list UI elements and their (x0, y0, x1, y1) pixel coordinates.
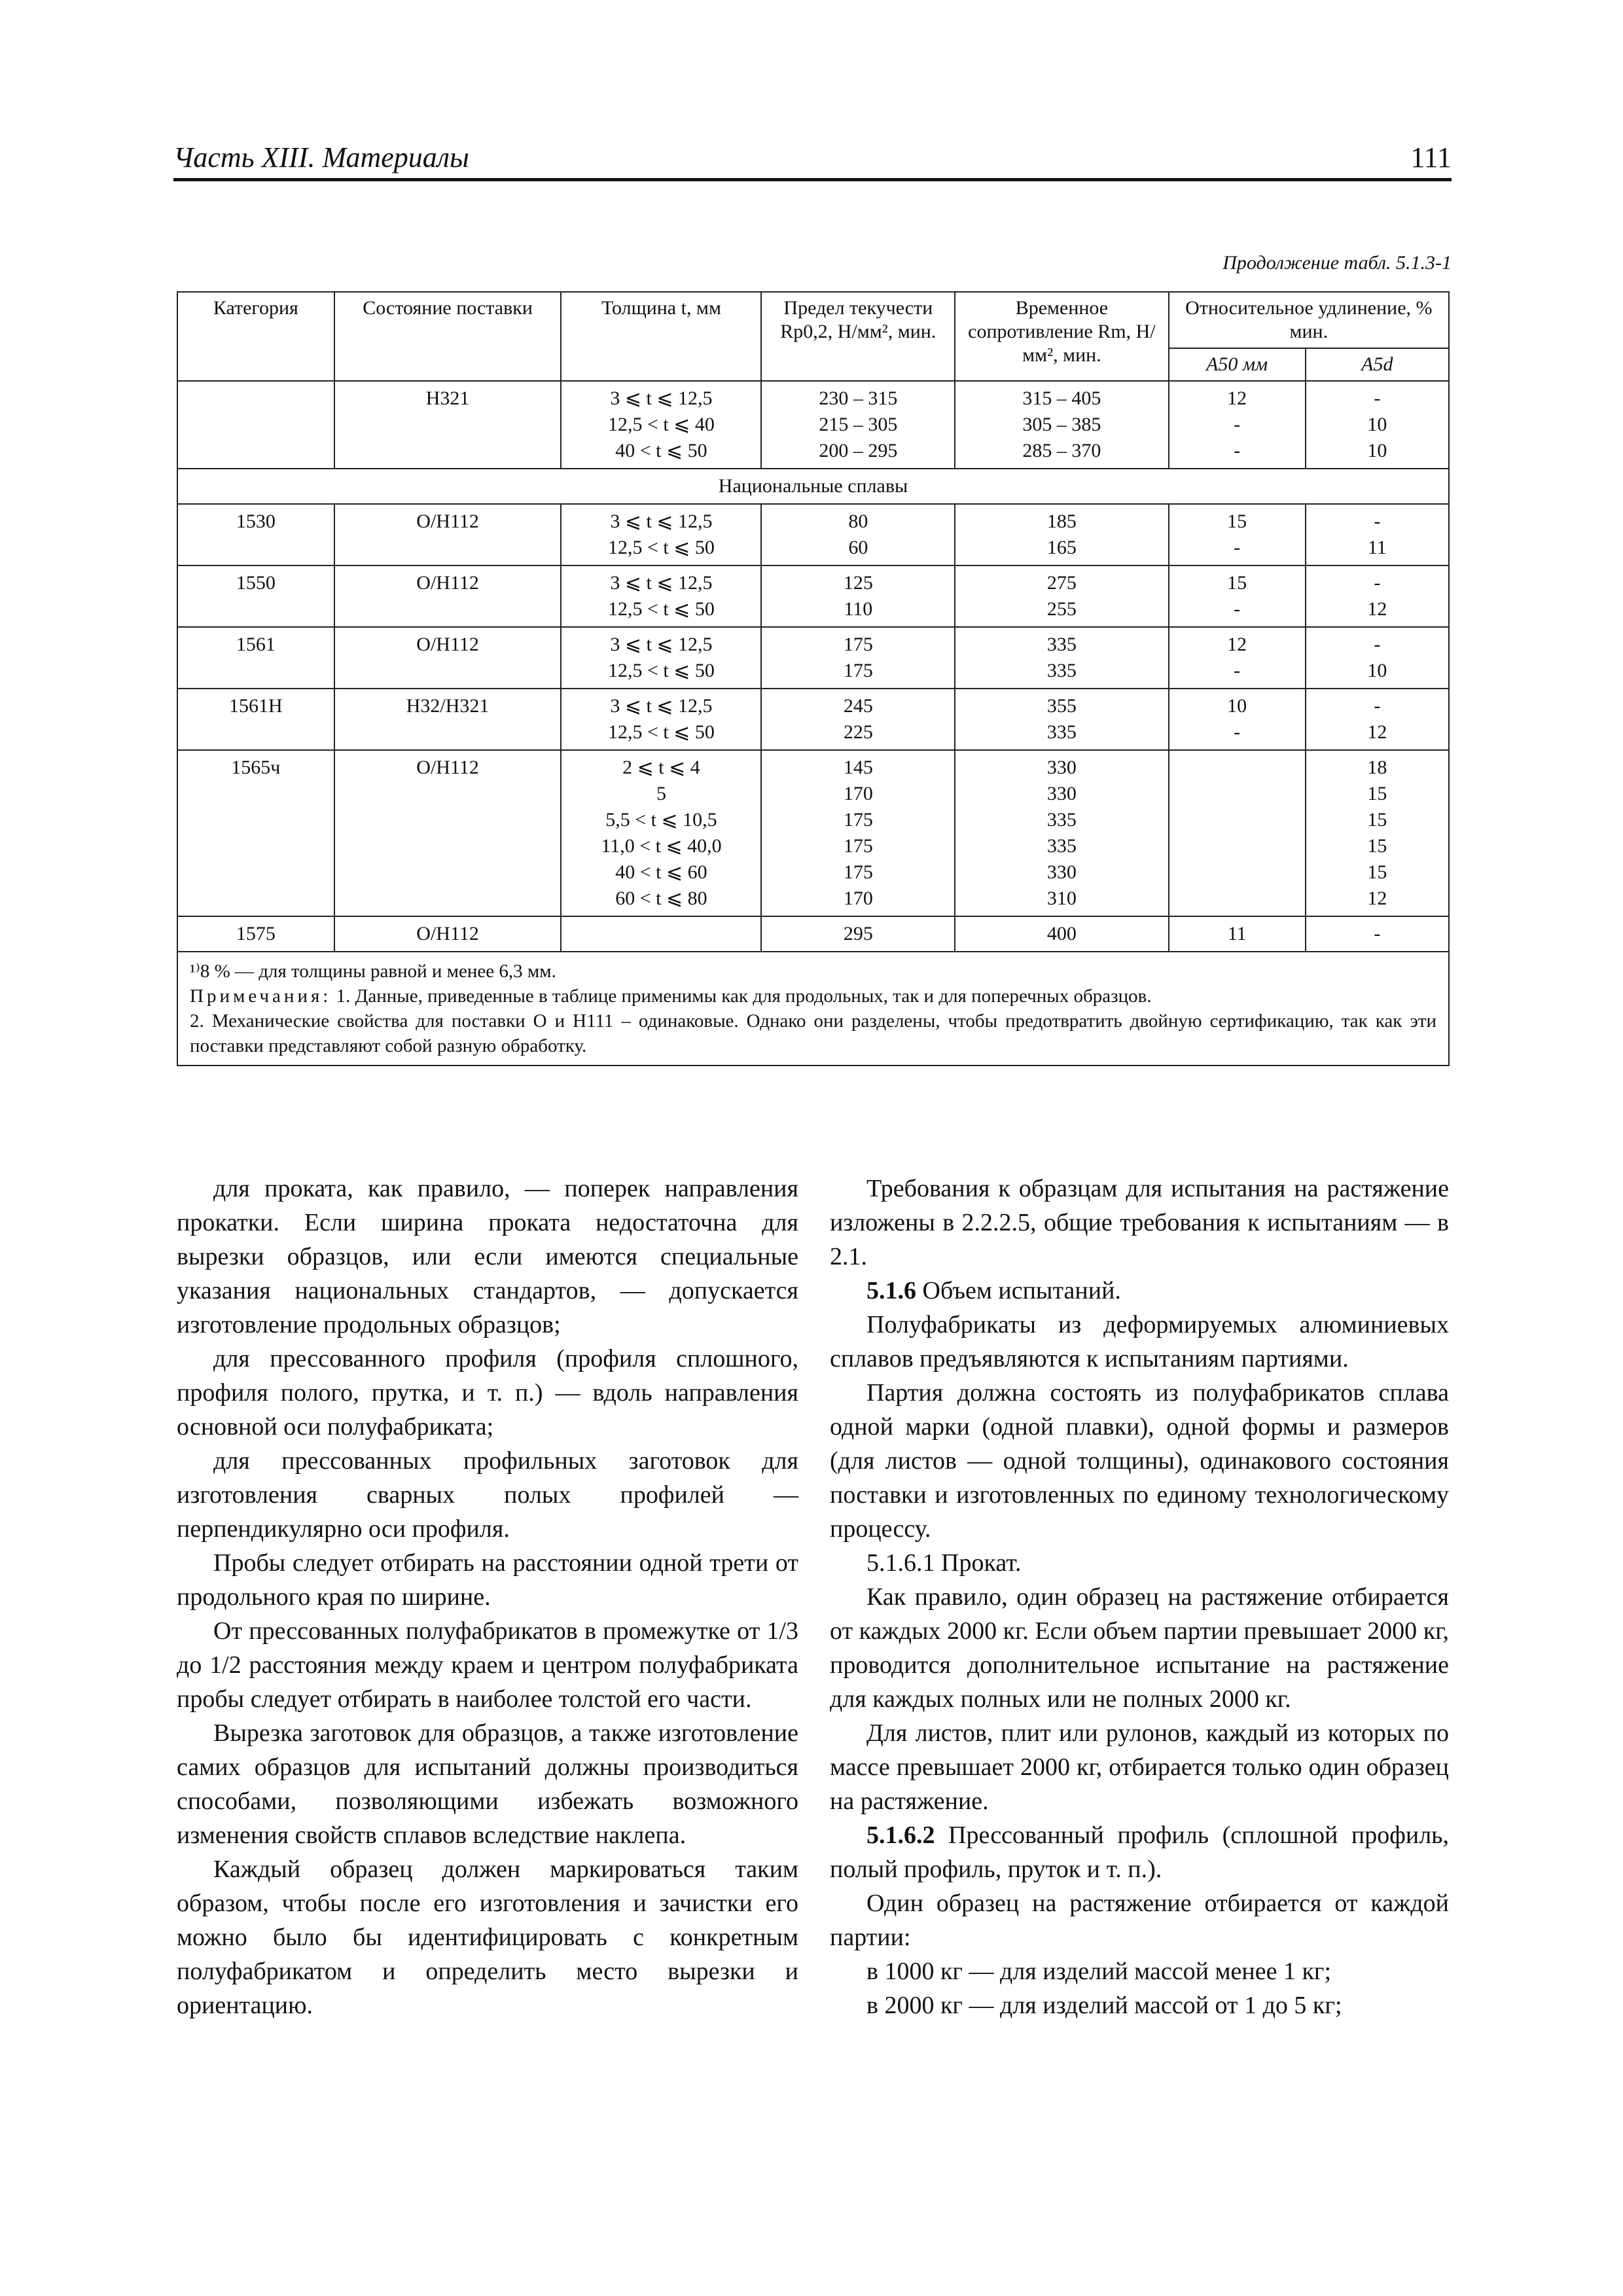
cell-yield: 175 175 (761, 627, 955, 689)
paragraph: Вырезка заготовок для образцов, а также изготовление самих образцов для испытаний должны производиться способами, позволяющими избежать возможного изменения свойств сплавов вследствие наклепа. (177, 1719, 798, 1849)
paragraph: для прессованного профиля (профиля сплошного, профиля полого, прутка, и т. п.) — вдоль направления основной оси полуфабриката; (177, 1345, 798, 1441)
cell-a50: 12 - - (1169, 381, 1306, 469)
table-row (177, 627, 1449, 689)
cell-a50: 11 (1169, 916, 1306, 952)
cell-condition: Н32/Н321 (334, 689, 562, 750)
table-row (177, 381, 1449, 469)
cell-category: 1550 (177, 565, 334, 627)
table-continuation-caption: Продолжение табл. 5.1.3-1 (1222, 252, 1452, 274)
paragraph: Партия должна состоять из полуфабрикатов сплава одной марки (одной плавки), одной формы и размеров (для листов — одной толщины), одинакового состояния поставки и изготовленных по единому технологическому процессу. (830, 1379, 1449, 1543)
cell-tensile: 315 – 405 305 – 385 285 – 370 (955, 381, 1168, 469)
left-text-column (177, 1172, 798, 2022)
paragraph: для прессованных профильных заготовок для изготовления сварных полых профилей — перпендикулярно оси профиля. (177, 1447, 798, 1543)
header-a50: A50 мм (1169, 348, 1306, 381)
national-alloys-label: Национальные сплавы (177, 469, 1449, 504)
cell-condition: О/Н112 (334, 750, 562, 916)
section-heading-5-1-6 (830, 1274, 1449, 1308)
table-note-1 (190, 984, 1436, 1009)
note-1-text: 1. Данные, приведенные в таблице применимы как для продольных, так и для поперечных образцов. (336, 986, 1152, 1007)
cell-yield: 125 110 (761, 565, 955, 627)
table-row (177, 916, 1449, 952)
cell-tensile: 330 330 335 335 330 310 (955, 750, 1168, 916)
section-title: Прессованный профиль (сплошной профиль, полый профиль, пруток и т. п.). (830, 1821, 1449, 1883)
header-condition: Состояние поставки (334, 292, 562, 381)
cell-thickness: 3 ⩽ t ⩽ 12,5 12,5 < t ⩽ 40 40 < t ⩽ 50 (561, 381, 761, 469)
table-notes (177, 952, 1449, 1066)
cell-tensile: 335 335 (955, 627, 1168, 689)
table-row (177, 504, 1449, 565)
page-number: 111 (1410, 141, 1452, 173)
running-header-title: Часть XIII. Материалы (173, 141, 469, 173)
paragraph: для проката, как правило, — поперек направления прокатки. Если ширина проката недостаточна для вырезки образцов, или если имеются специальные указания национальных стандартов, — допускается изготовление продольных образцов; (177, 1175, 798, 1338)
cell-yield: 295 (761, 916, 955, 952)
table-row (177, 750, 1449, 916)
mechanical-properties-table (177, 291, 1450, 1066)
cell-yield: 80 60 (761, 504, 955, 565)
cell-thickness (561, 916, 761, 952)
cell-tensile: 355 335 (955, 689, 1168, 750)
cell-yield: 230 – 315 215 – 305 200 – 295 (761, 381, 955, 469)
cell-thickness: 2 ⩽ t ⩽ 4 5 5,5 < t ⩽ 10,5 11,0 < t ⩽ 40,0 40 < t ⩽ 60 60 < t ⩽ 80 (561, 750, 761, 916)
cell-thickness: 3 ⩽ t ⩽ 12,5 12,5 < t ⩽ 50 (561, 627, 761, 689)
table-notes-row (177, 952, 1449, 1066)
paragraph: в 1000 кг — для изделий массой менее 1 кг; (866, 1958, 1332, 1985)
cell-a50: 12 - (1169, 627, 1306, 689)
cell-a50: 15 - (1169, 565, 1306, 627)
cell-a50 (1169, 750, 1306, 916)
cell-tensile: 400 (955, 916, 1168, 952)
cell-category: 1561Н (177, 689, 334, 750)
national-alloys-row (177, 469, 1449, 504)
table-footnote: ¹⁾8 % — для толщины равной и менее 6,3 мм. (190, 961, 556, 982)
cell-thickness: 3 ⩽ t ⩽ 12,5 12,5 < t ⩽ 50 (561, 689, 761, 750)
paragraph: Как правило, один образец на растяжение отбирается от каждых 2000 кг. Если объем партии превышает 2000 кг, проводится дополнительное испытание на растяжение для каждых полных или не полных 2000 кг. (830, 1583, 1449, 1713)
right-text-column (830, 1172, 1449, 2022)
cell-a5d: - 10 (1306, 627, 1449, 689)
cell-a5d: - 12 (1306, 565, 1449, 627)
cell-thickness: 3 ⩽ t ⩽ 12,5 12,5 < t ⩽ 50 (561, 565, 761, 627)
header-yield: Предел текучести Rp0,2, Н/мм², мин. (761, 292, 955, 381)
section-title: Объем испытаний. (916, 1277, 1121, 1304)
cell-a5d: - 12 (1306, 689, 1449, 750)
table-note-2: 2. Механические свойства для поставки О и Н111 – одинаковые. Однако они разделены, чтобы предотвратить двойную сертификацию, так как эти поставки представляют собой разную обработку. (190, 1011, 1436, 1056)
cell-condition: О/Н112 (334, 916, 562, 952)
header-category: Категория (177, 292, 334, 381)
header-elongation: Относительное удлинение, % мин. (1169, 292, 1449, 348)
paragraph: Для листов, плит или рулонов, каждый из которых по массе превышает 2000 кг, отбирается только один образец на растяжение. (830, 1719, 1449, 1815)
paragraph: Пробы следует отбирать на расстоянии одной трети от продольного края по ширине. (177, 1549, 798, 1611)
cell-a5d: 18 15 15 15 15 12 (1306, 750, 1449, 916)
header-a5d: A5d (1306, 348, 1449, 381)
cell-thickness: 3 ⩽ t ⩽ 12,5 12,5 < t ⩽ 50 (561, 504, 761, 565)
paragraph: Каждый образец должен маркироваться таким образом, чтобы после его изготовления и зачистки его можно было бы идентифицировать с конкретным полуфабрикатом и определить место вырезки и ориентацию. (177, 1856, 798, 2019)
cell-a5d: - 10 10 (1306, 381, 1449, 469)
header-thickness: Толщина t, мм (561, 292, 761, 381)
header-rule (173, 178, 1452, 181)
cell-category (177, 381, 334, 469)
paragraph: Один образец на растяжение отбирается от каждой партии: (830, 1890, 1449, 1951)
table-row (177, 689, 1449, 750)
note-label: Примечания: (190, 986, 332, 1007)
cell-tensile: 275 255 (955, 565, 1168, 627)
cell-category: 1561 (177, 627, 334, 689)
paragraph: в 2000 кг — для изделий массой от 1 до 5 кг; (866, 1992, 1342, 2019)
table-header-row (177, 292, 1449, 348)
section-heading-5-1-6-1: 5.1.6.1 Прокат. (866, 1549, 1022, 1577)
cell-tensile: 185 165 (955, 504, 1168, 565)
cell-condition: Н321 (334, 381, 562, 469)
paragraph: От прессованных полуфабрикатов в промежутке от 1/3 до 1/2 расстояния между краем и центром полуфабриката пробы следует отбирать в наиболее толстой его части. (177, 1617, 798, 1713)
paragraph: Полуфабрикаты из деформируемых алюминиевых сплавов предъявляются к испытаниям партиями. (830, 1311, 1449, 1372)
cell-category: 1575 (177, 916, 334, 952)
cell-condition: О/Н112 (334, 504, 562, 565)
cell-a50: 15 - (1169, 504, 1306, 565)
section-heading-5-1-6-2 (830, 1818, 1449, 1886)
cell-yield: 145 170 175 175 175 170 (761, 750, 955, 916)
cell-category: 1530 (177, 504, 334, 565)
cell-condition: О/Н112 (334, 627, 562, 689)
cell-yield: 245 225 (761, 689, 955, 750)
section-number: 5.1.6 (866, 1277, 916, 1304)
header-tensile: Временное сопротивление Rm, Н/мм², мин. (955, 292, 1168, 381)
cell-category: 1565ч (177, 750, 334, 916)
table-row (177, 565, 1449, 627)
cell-condition: О/Н112 (334, 565, 562, 627)
cell-a5d: - 11 (1306, 504, 1449, 565)
cell-a5d: - (1306, 916, 1449, 952)
section-number: 5.1.6.2 (866, 1821, 935, 1849)
paragraph: Требования к образцам для испытания на растяжение изложены в 2.2.2.5, общие требования к испытаниям — в 2.1. (830, 1175, 1449, 1270)
cell-a50: 10 - (1169, 689, 1306, 750)
